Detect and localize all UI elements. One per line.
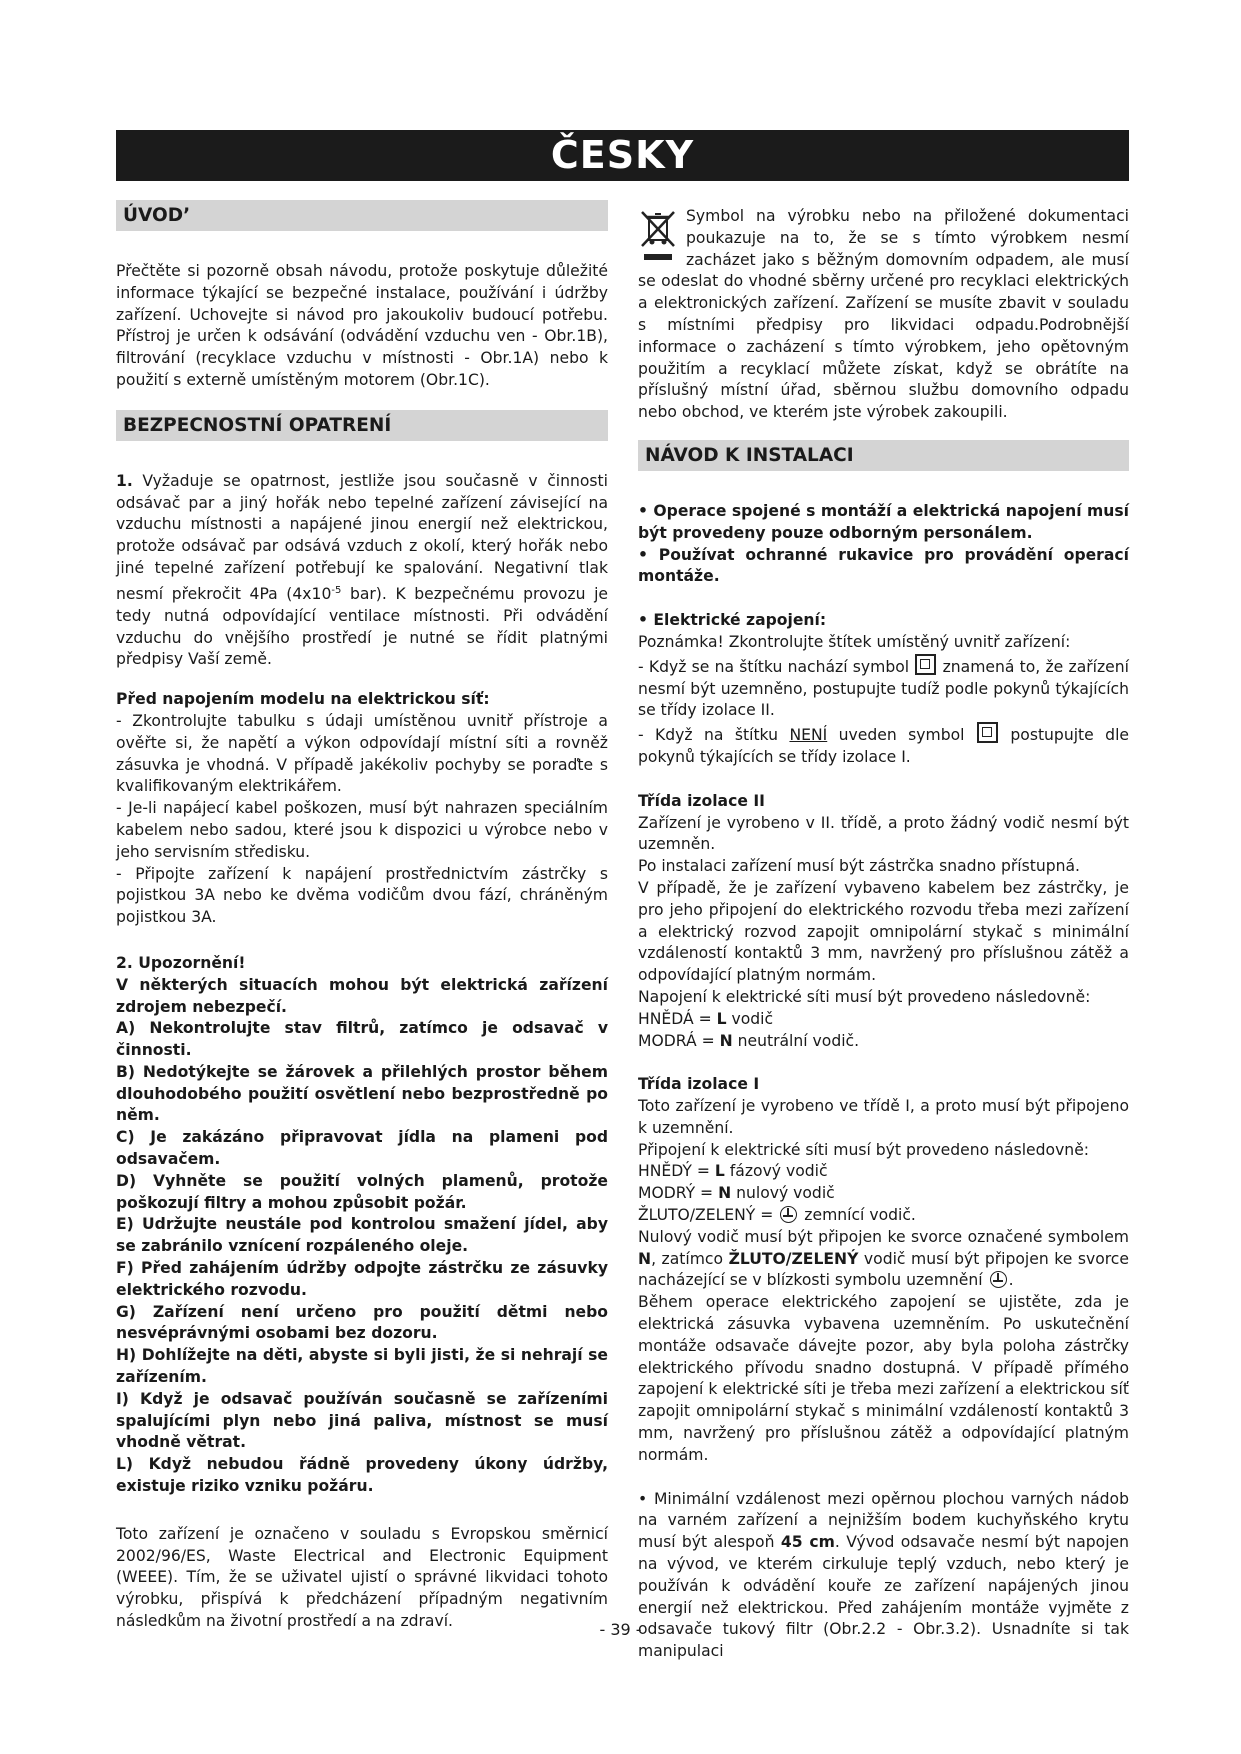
- warning-item: B) Nedotýkejte se žárovek a přilehlých prostor během dlouhodobého použití osvětlení nebo bezprostředně po něm.: [116, 1062, 608, 1125]
- install-bullet: • Používat ochranné rukavice pro provádění operací montáže.: [638, 545, 1129, 589]
- warning-item: F) Před zahájením údržby odpojte zástrčku ze zásuvky elektrického rozvodu.: [116, 1259, 608, 1299]
- during-paragraph: Během operace elektrického zapojení se ujistěte, zda je elektrická zásuvka vybavena uzemněním. Po uskutečnění montáže odsavače dávejte pozor, aby byla poloha zástrčky elektrického přívodu snadno dostupná. V případě přímého zapojení k elektrické síti je třeba mezi zařízení a elektrickou síť zapojit omnipolární stykač s minimální vzdáleností kontaktů 3 mm, navržený pro příslušnou zátěž a odpovídající platným normám.: [638, 1293, 1129, 1464]
- language-banner: ČESKY: [116, 130, 1129, 181]
- text: NENÍ: [789, 726, 828, 745]
- warning-item: L) Když nebudou řádně provedeny úkony údržby, existuje riziko vzniku požáru.: [116, 1455, 608, 1496]
- text: . Vývod odsavače nesmí být napojen na vývod, ve kterém cirkuluje teplý vzduch, nebo který je používán k odvádění kouře ze zařízení napájených jinou energií než elektrickou. Před zahájením montáže vyjměte z odsavače tukový filtr (Obr.2.2 - Obr.3.2). Usnadníte si tak manipulaci: [638, 1533, 1129, 1661]
- intro-paragraph: Přečtěte si pozorně obsah návodu, protože poskytuje důležité informace týkající se bezpečné instalace, používání i údržby zařízení. Uchovejte si návod pro jakoukoliv budoucí potřebu. Přístroj je určen k odsávání (odvádění vzduchu ven - Obr.1B), filtrování (recyklace vzduchu v místnosti - Obr.1A) nebo k použití s externě umístěným motorem (Obr.1C).: [116, 262, 608, 389]
- text: ŽLUTO/ZELENÝ: [728, 1249, 859, 1268]
- text: .: [1008, 1271, 1014, 1290]
- text: fázový vodič: [724, 1162, 828, 1181]
- text: HNĚDÁ =: [638, 1009, 717, 1028]
- text: nulový vodič: [731, 1184, 835, 1203]
- right-column: [638, 206, 1129, 1663]
- neutral-paragraph: [638, 1227, 1129, 1292]
- text: MODRÁ =: [638, 1031, 720, 1050]
- weee-paragraph: Toto zařízení je označeno v souladu s Evropskou směrnicí 2002/96/ES, Waste Electrical and Electronic Equipment (WEEE). Tím, že se uživatel ujistí o správné likvidaci tohoto výrobku, přispívá k předcházení případným negativním následkům na životní prostředí a na zdraví.: [116, 1524, 608, 1631]
- section-heading-uvod: ÚVOD’: [116, 200, 608, 231]
- text: , zatímco: [651, 1249, 729, 1268]
- text: neutrální vodič.: [732, 1031, 860, 1050]
- class2-text: Zařízení je vyrobeno v II. třídě, a proto žádný vodič nesmí být uzemněn.: [638, 813, 1129, 854]
- class1-check: [638, 722, 1129, 769]
- install-bullet: • Operace spojené s montáží a elektrická napojení musí být provedeny pouze odborným personálem.: [638, 501, 1129, 545]
- class2-text: Napojení k elektrické síti musí být provedeno následovně:: [638, 987, 1091, 1006]
- warning-item: H) Dohlížejte na děti, abyste si byli jisti, že si nehrají se zařízením.: [116, 1346, 608, 1387]
- section-heading-safety: BEZPECNOSTNÍ OPATRENÍ: [116, 410, 608, 441]
- warning-item: D) Vyhněte se použití volných plamenů, protože poškozují filtry a mohou způsobit požár.: [116, 1171, 608, 1212]
- class2-text: V případě, že je zařízení vybaveno kabelem bez zástrčky, je pro jeho připojení do elektrického rozvodu třeba mezi zařízení a elektrický rozvod zapojit omnipolární stykač s minimální vzdáleností kontaktů 3 mm, navržený pro příslušnou zátěž a odpovídající platným normám.: [638, 878, 1129, 985]
- exponent: -5: [331, 584, 342, 596]
- ground-icon: [990, 1271, 1007, 1288]
- note-paragraph: Poznámka! Zkontrolujte štítek umístěný uvnitř zařízení:: [638, 632, 1071, 651]
- text: Minimální vzdálenost mezi opěrnou plochou varných nádob na varném zařízení a nejnižším bodem kuchyňského krytu musí být alespoň: [638, 1489, 1129, 1552]
- text: Nulový vodič musí být připojen ke svorce označené symbolem: [638, 1227, 1129, 1246]
- double-square-icon: [915, 654, 936, 675]
- page-number: - 39 -: [599, 1620, 642, 1639]
- text: - Když na štítku: [638, 726, 778, 745]
- text: L: [714, 1162, 725, 1181]
- text: N: [719, 1031, 733, 1050]
- warning-heading: 2. Upozornění!: [116, 953, 246, 972]
- text: L: [716, 1009, 727, 1028]
- text: MODRÝ =: [638, 1184, 719, 1203]
- text: 45 cm: [780, 1533, 835, 1552]
- wire-blue: [638, 1183, 1129, 1205]
- section-heading-installation: NÁVOD K INSTALACI: [638, 440, 1129, 471]
- text: vodič musí být připojen ke svorce nacházející se v blízkosti symbolu uzemnění: [638, 1249, 1129, 1290]
- warning-item: V některých situacích mohou být elektrická zařízení zdrojem nebezpečí.: [116, 975, 608, 1016]
- warning-item: A) Nekontrolujte stav filtrů, zatímco je odsavač v činnosti.: [116, 1019, 608, 1060]
- point-text: Vyžaduje se opatrnost, jestliže jsou současně v činnosti odsávač par a jiný hořák nebo tepelné zařízení závisející na vzduchu místnosti a napájené jinou energií než elektrickou, protože odsávač par odsává vzduch z okolí, který hořák nebo jiné tepelné zařízení potřebují ke spalování. Negativní tlak nesmí překročit 4Pa (4x10: [116, 471, 608, 603]
- crossed-bin-icon: [638, 208, 680, 264]
- text: postupujte dle pokynů týkajících se třídy izolace I.: [638, 726, 1130, 766]
- wire-brown: [638, 1161, 1129, 1183]
- left-column: [116, 200, 608, 1633]
- text: ŽLUTO/ZELENÝ =: [638, 1206, 774, 1225]
- class2-check: [638, 654, 1129, 722]
- wire-blue: [638, 1031, 1129, 1053]
- point-number: 1.: [116, 471, 133, 490]
- class2-text: Po instalaci zařízení musí být zástrčka snadno přístupná.: [638, 857, 1081, 876]
- symbol-paragraph: Symbol na výrobku nebo na přiložené dokumentaci poukazuje na to, že se s tímto výrobkem nesmí zacházet jako s běžným domovním odpadem, ale musí se odeslat do vhodné sběrny určené pro recyklaci elektrických a elektronických zařízení. Zařízení se musíte zbavit v souladu s místními předpisy pro likvidaci odpadu.Podrobnější informace o zacházení s tímto výrobkem, jeho opětovným použitím a recyklací můžete získat, když se obrátíte na příslušný místní úřad, sběrnou službu domovního odpadu nebo obchod, ve kterém jste výrobek zakoupili.: [638, 207, 1129, 422]
- ground-icon: [780, 1206, 797, 1223]
- text: - Když se na štítku nachází symbol: [638, 657, 910, 676]
- power-connection-item: - Je-li napájecí kabel poškozen, musí být nahrazen speciálním kabelem nebo sadou, které jsou k dispozici u výrobce nebo v jeho servisním středisku.: [116, 799, 608, 861]
- text: zemnící vodič.: [804, 1206, 916, 1225]
- class1-text: Připojení k elektrické síti musí být provedeno následovně:: [638, 1140, 1090, 1159]
- warning-item: E) Udržujte neustále pod kontrolou smažení jídel, aby se zabránilo vznícení rozpáleného oleje.: [116, 1215, 608, 1256]
- text: znamená to, že zařízení nesmí být uzemněno, postupujte tudíž podle pokynů týkajících se třídy izolace II.: [638, 657, 1129, 720]
- warning-item: G) Zařízení není určeno pro použití dětmi nebo nesvéprávnými osobami bez dozoru.: [116, 1302, 608, 1343]
- text: N: [638, 1249, 652, 1268]
- text: vodič: [726, 1009, 774, 1028]
- point-tail: bar). K bezpečnému provozu je tedy nutná odpovídající ventilace místnosti. Při odvádění vzduchu do vnějšího prostředí je nutné se řídit platnými předpisy Vaší země.: [116, 584, 608, 669]
- class1-text: Toto zařízení je vyrobeno ve třídě I, a proto musí být připojeno k uzemnění.: [638, 1097, 1129, 1137]
- power-connection-item: - Zkontrolujte tabulku s údaji umístěnou uvnitř přístroje a ověřte si, že napětí a výkon odpovídají místní síti a rovněž zásuvka je vhodná. V případě jakékoliv pochyby se poraďte s kvalifikovaným elektrikářem.: [116, 711, 608, 796]
- wire-earth: [638, 1205, 1129, 1227]
- text: uveden symbol: [838, 726, 965, 745]
- power-connection-heading: Před napojením modelu na elektrickou síť:: [116, 690, 490, 709]
- double-square-icon: [977, 722, 998, 743]
- electrical-heading: • Elektrické zapojení:: [638, 610, 1129, 632]
- warning-item: C) Je zakázáno připravovat jídla na plameni pod odsavačem.: [116, 1128, 608, 1169]
- class1-heading: Třída izolace I: [638, 1075, 760, 1094]
- power-connection-item: - Připojte zařízení k napájení prostřednictvím zástrčky s pojistkou 3A nebo ke dvěma vodičům dvou fází, chráněným pojistkou 3A.: [116, 864, 608, 927]
- safety-point-1: [116, 471, 608, 671]
- text: HNĚDÝ =: [638, 1162, 715, 1181]
- weee-block: [638, 206, 1129, 424]
- class2-heading: Třída izolace II: [638, 791, 765, 810]
- text: N: [718, 1184, 732, 1203]
- warning-item: I) Když je odsavač používán současně se zařízeními spalujícími plyn nebo jiná paliva, místnost se musí vhodně větrat.: [116, 1389, 608, 1452]
- wire-brown: [638, 1009, 1129, 1031]
